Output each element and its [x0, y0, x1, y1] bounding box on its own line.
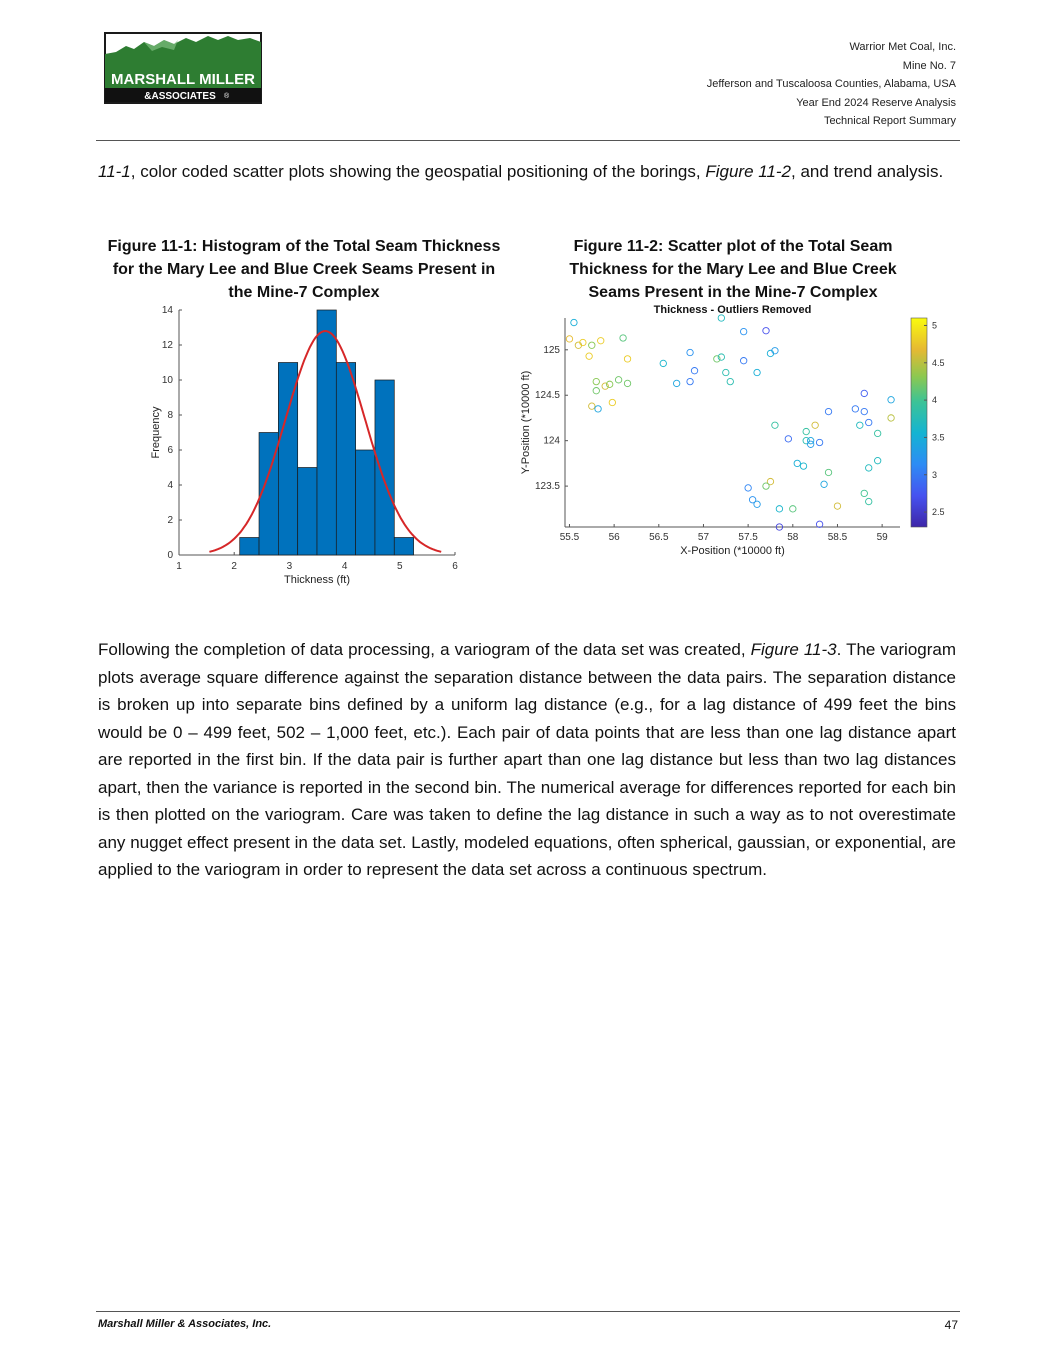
y-tick-label: 4: [167, 480, 173, 491]
scatter-point: [595, 406, 601, 412]
y-tick-label: 125: [543, 344, 560, 356]
histogram-bar: [298, 468, 317, 556]
x-tick-label: 57: [697, 532, 710, 543]
report-header: [707, 38, 956, 131]
x-tick-label: 56: [608, 532, 620, 543]
company-logo: [104, 32, 262, 104]
scatter-point: [866, 498, 872, 504]
header-mine: Mine No. 7: [902, 59, 956, 72]
scatter-point: [776, 506, 782, 512]
y-tick-label: 6: [167, 445, 173, 456]
intro-paragraph: [98, 158, 956, 186]
scatter-point: [593, 378, 599, 384]
header-divider: [96, 140, 960, 141]
scatter-point: [589, 403, 595, 409]
x-tick-label: 59: [876, 532, 888, 543]
scatter-point: [825, 408, 831, 414]
header-company: Warrior Met Coal, Inc.: [849, 41, 956, 53]
histogram-bar: [336, 363, 355, 556]
scatter-point: [852, 406, 858, 412]
histogram-bar: [317, 310, 336, 555]
scatter-point: [800, 463, 806, 469]
y-tick-label: 2: [167, 515, 173, 526]
x-tick-label: 58.5: [827, 532, 848, 543]
scatter-point: [834, 503, 840, 509]
x-tick-label: 57.5: [738, 532, 758, 543]
body-text: Following the completion of data processing, a variogram of the data set was created,: [98, 640, 751, 659]
scatter-point: [861, 390, 867, 396]
scatter-point: [586, 353, 592, 359]
scatter-point: [772, 422, 778, 428]
scatter-point: [812, 422, 818, 428]
scatter-point: [660, 360, 666, 366]
histogram-bar: [375, 380, 394, 555]
scatter-point: [825, 469, 831, 475]
logo-text-sub: &ASSOCIATES: [144, 91, 216, 102]
y-tick-label: 124.5: [534, 390, 560, 402]
scatter-point: [754, 501, 760, 507]
scatter-point: [866, 419, 872, 425]
y-tick-label: 123.5: [534, 481, 560, 493]
header-report-type: Technical Report Summary: [823, 115, 956, 127]
scatter-point: [740, 328, 746, 334]
y-tick-label: 10: [161, 375, 173, 386]
x-tick-label: 1: [176, 561, 182, 572]
intro-text: , and trend analysis.: [791, 162, 944, 181]
scatter-point: [888, 397, 894, 403]
scatter-point: [874, 457, 880, 463]
scatter-chart: [515, 300, 945, 562]
colorbar: [911, 318, 927, 527]
colorbar-tick-label: 3.5: [932, 432, 945, 443]
scatter-point: [794, 460, 800, 466]
x-axis-label: X-Position (*10000 ft): [680, 545, 785, 557]
scatter-point: [593, 387, 599, 393]
scatter-point: [598, 338, 604, 344]
intro-text: , color coded scatter plots showing the geospatial positioning of the borings,: [130, 162, 706, 181]
scatter-point: [615, 377, 621, 383]
x-tick-label: 58: [787, 532, 799, 543]
body-text: . The variogram plots average square difference against the separation distance between the data pairs. The separation distance is broken up into separate bins defined by a uniform lag distance (e.g., for a lag distance of 499 feet the bins would be 0 – 499 feet, 502 – 1,000 feet, etc.). Each pair of data points that are less than one lag distance apart are reported in the first bin. If the data pair is further apart than one lag distance but less than two lag distances apart, then the variance is reported in the second bin. The numerical average for differences reported for each bin is then plotted on the variogram. Care was taken to define the lag distance in such a way as to not overestimate any nugget effect present in the data set. Lastly, modeled equations, often spherical, gaussian, or exponential, are applied to the variogram in order to represent the data set across a continuous spectrum.: [98, 640, 957, 879]
scatter-point: [691, 368, 697, 374]
colorbar-tick-label: 3: [932, 469, 938, 480]
scatter-point: [745, 485, 751, 491]
scatter-point: [763, 328, 769, 334]
x-tick-label: 56.5: [649, 532, 669, 543]
x-tick-label: 6: [452, 561, 458, 572]
scatter-point: [785, 436, 791, 442]
scatter-point: [754, 369, 760, 375]
scatter-point: [727, 378, 733, 384]
y-tick-label: 12: [161, 340, 173, 351]
header-analysis: Year End 2024 Reserve Analysis: [796, 96, 956, 109]
scatter-point: [866, 465, 872, 471]
scatter-point: [687, 378, 693, 384]
body-paragraph: [98, 636, 956, 884]
scatter-point: [624, 380, 630, 386]
scatter-point: [763, 483, 769, 489]
scatter-point: [609, 399, 615, 405]
scatter-point: [723, 369, 729, 375]
scatter-point: [589, 342, 595, 348]
y-tick-label: 124: [543, 435, 560, 447]
figure-ref: Figure 11-3: [750, 640, 837, 659]
logo-text-main: MARSHALL MILLER: [111, 71, 255, 88]
figure-ref: 11-1: [98, 162, 131, 181]
scatter-point: [888, 415, 894, 421]
x-tick-label: 55.5: [559, 532, 580, 543]
footer-company: Marshall Miller & Associates, Inc.: [98, 1318, 272, 1330]
scatter-point: [874, 430, 880, 436]
figure-ref: Figure 11-2: [705, 162, 792, 181]
page-number: 47: [944, 1318, 958, 1332]
scatter-point: [673, 380, 679, 386]
scatter-point: [821, 481, 827, 487]
y-tick-label: 0: [167, 550, 173, 561]
footer-divider: [96, 1311, 960, 1312]
scatter-point: [816, 439, 822, 445]
figure-2-caption: Figure 11-2: Scatter plot of the Total Seam Thickness for the Mary Lee and Blue Creek Seams Present in the Mine-7 Complex: [569, 238, 897, 301]
figure-1-caption: Figure 11-1: Histogram of the Total Seam Thickness for the Mary Lee and Blue Creek Seams Present in the Mine-7 Complex: [107, 238, 501, 301]
scatter-point: [624, 356, 630, 362]
header-location: Jefferson and Tuscaloosa Counties, Alabama, USA: [706, 78, 956, 90]
x-tick-label: 4: [341, 561, 348, 572]
x-tick-label: 5: [397, 561, 403, 572]
colorbar-tick-label: 5: [932, 320, 938, 331]
chart-title: Thickness - Outliers Removed: [653, 304, 812, 316]
scatter-point: [803, 428, 809, 434]
histogram-bar: [356, 450, 375, 555]
scatter-point: [861, 490, 867, 496]
colorbar-tick-label: 4: [932, 395, 938, 406]
y-tick-label: 8: [167, 410, 173, 421]
scatter-point: [857, 422, 863, 428]
y-axis-label: Frequency: [150, 406, 162, 459]
logo-registered-mark: ®: [224, 93, 230, 100]
histogram-bar: [240, 538, 259, 556]
scatter-point: [566, 336, 572, 342]
x-axis-label: Thickness (ft): [283, 574, 351, 586]
scatter-point: [620, 335, 626, 341]
scatter-point: [571, 319, 577, 325]
histogram-bar: [394, 538, 413, 556]
scatter-point: [861, 408, 867, 414]
histogram-chart: [145, 300, 465, 592]
colorbar-tick-label: 4.5: [932, 357, 945, 368]
y-tick-label: 14: [161, 305, 173, 316]
x-tick-label: 2: [231, 561, 237, 572]
scatter-point: [687, 349, 693, 355]
colorbar-tick-label: 2.5: [932, 507, 945, 518]
scatter-point: [790, 506, 796, 512]
x-tick-label: 3: [286, 561, 293, 572]
y-axis-label: Y-Position (*10000 ft): [520, 370, 532, 475]
scatter-point: [740, 358, 746, 364]
